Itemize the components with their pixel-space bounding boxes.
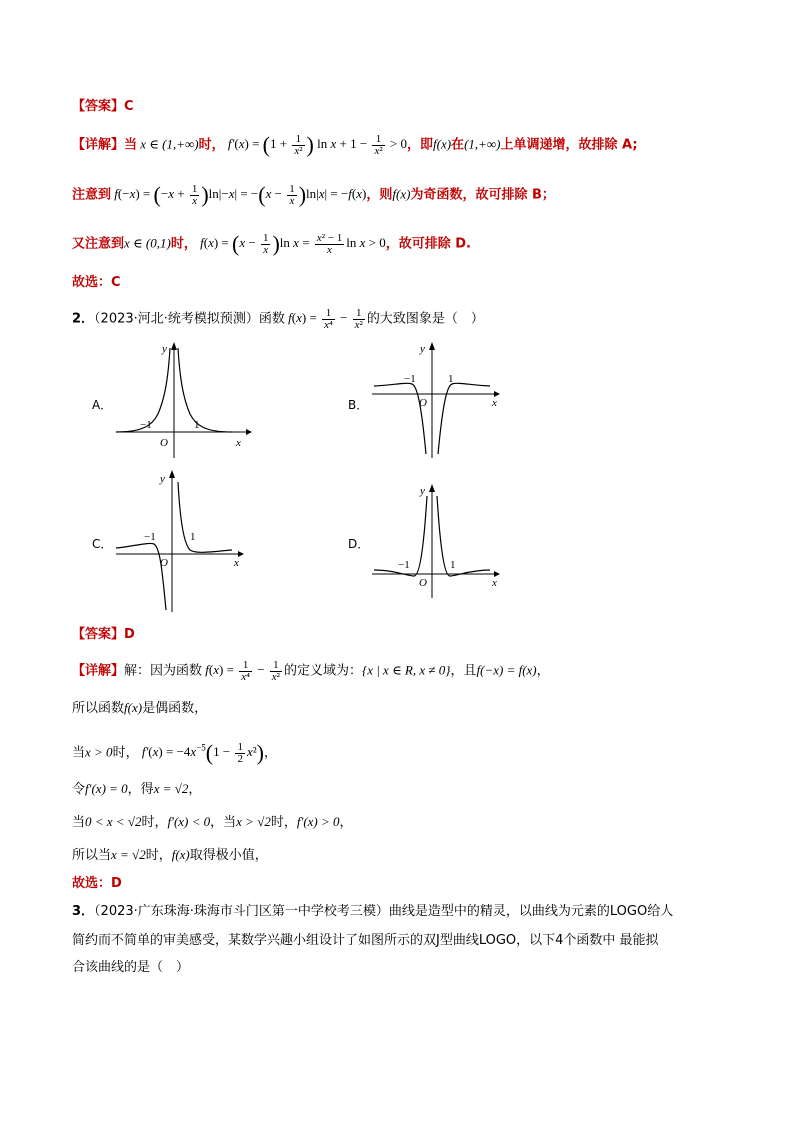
y-label: y	[420, 485, 425, 497]
q3-stem-line-2: 简约而不简单的审美感受，某数学兴趣小组设计了如图所示的双J型曲线LOGO，以下4个函数中 最能拟	[72, 933, 659, 948]
graph-option-a[interactable]	[112, 342, 252, 462]
y-label: y	[160, 473, 165, 485]
tick-neg1: −1	[140, 419, 152, 431]
tick-pos1: 1	[450, 559, 456, 571]
origin-label: O	[419, 397, 427, 409]
curve-right	[437, 496, 490, 576]
tick-neg1: −1	[398, 559, 410, 571]
graph-option-b[interactable]	[372, 342, 502, 462]
origin-label: O	[160, 557, 168, 569]
q3-stem-line-3: 合该曲线的是（ ）	[72, 960, 190, 975]
q1-answer-line	[72, 96, 734, 117]
math-derivative: $f'(x) = -4x^{-5}(1$ − $\frac{1}{2}$ x²)	[141, 740, 264, 766]
q2-choose: 故选：D	[72, 876, 122, 891]
question-number: 2．	[72, 311, 95, 327]
math-positive-check: f(x) = (x − $\frac{1}{x}$ )ln x = $\frac{\text{x² − 1}}{x}$ ln x > 0	[200, 231, 386, 257]
q2-detail-line-1: 【详解】解：因为函数 f(x) = $\frac{1}{\text{x⁴}}$ − $\frac{1}{\text{x²}}$ 的定义域为：{x | x ∈ R, x ≠ 0}，且f(−x) = f(x)，	[72, 659, 550, 683]
answer-tag: 【答案】	[72, 99, 125, 114]
tick-pos1: 1	[190, 531, 196, 543]
detail-tag: 【详解】	[72, 663, 125, 679]
curve-right	[178, 348, 232, 432]
x-label: x	[236, 437, 241, 449]
graph-option-c[interactable]	[112, 470, 252, 615]
q1-detail-line-2: 注意到 f(−x) = (−x + $\frac{1}{x}$ )ln|−x| = −(x − $\frac{1}{x}$ )ln|x| = −f(x)，则f(x)为奇函数，故可排除 B；	[72, 182, 555, 208]
option-a-label[interactable]: A．	[92, 398, 113, 412]
y-axis-arrow	[429, 342, 435, 350]
x-label: x	[492, 397, 497, 409]
answer-tag: 【答案】	[72, 627, 125, 642]
origin-label: O	[419, 577, 427, 589]
y-axis-arrow	[429, 484, 435, 492]
q2-answer-line	[72, 624, 734, 645]
question-number: 3．	[72, 904, 95, 919]
graph-option-d[interactable]	[372, 484, 502, 602]
math-function: f(x) = $\frac{1}{\text{x⁴}}$ − $\frac{1}{\text{x²}}$	[288, 307, 363, 331]
q2-detail-line-6: 所以当x = √2时，f(x)取得极小值，	[72, 847, 268, 863]
origin-label: O	[160, 437, 168, 449]
q1-detail-line-1: 【详解】当 x ∈ (1,+∞)时， f′(x) = (1 + $\frac{1}{\text{x²}}$ ) ln x + 1 − $\frac{1}{\text{x²}}$ > 0，即f(x)在(1,+∞)上单调递增，故排除 A;	[72, 132, 638, 158]
tick-pos1: 1	[194, 419, 200, 431]
answer-value: C	[124, 99, 134, 114]
x-label: x	[234, 557, 239, 569]
y-label: y	[162, 343, 167, 355]
q2-detail-line-5: 当0 < x < √2时，f′(x) < 0，当x > √2时，f′(x) > 0，	[72, 814, 353, 830]
detail-tag: 【详解】	[72, 137, 125, 153]
math-odd-check: f(−x) = (−x + $\frac{1}{x}$ )ln|−x| = −(x − $\frac{1}{x}$ )ln|x| = −f(x)	[114, 182, 367, 208]
option-c-label[interactable]: C．	[92, 537, 113, 551]
x-label: x	[492, 577, 497, 589]
q1-detail-line-3: 又注意到x ∈ (0,1)时， f(x) = (x − $\frac{1}{x}$ )ln x = $\frac{\text{x² − 1}}{x}$ ln x > 0，故可排除 D.	[72, 231, 471, 257]
y-axis-arrow	[171, 342, 177, 350]
x-axis-arrow	[246, 429, 252, 435]
curve-right	[178, 482, 232, 552]
x-axis-arrow	[238, 551, 244, 557]
math-derivative-expr: f′(x) = (1 + $\frac{1}{\text{x²}}$ ) ln x + 1 − $\frac{1}{\text{x²}}$ > 0	[227, 132, 407, 158]
math-condition: x ∈ (1,+∞)	[140, 136, 199, 152]
q2-stem: 2．（2023·河北·统考模拟预测）函数 f(x) = $\frac{1}{\text{x⁴}}$ − $\frac{1}{\text{x²}}$ 的大致图象是（ ）	[72, 307, 484, 331]
answer-value: D	[124, 627, 135, 642]
tick-neg1: −1	[144, 531, 156, 543]
q2-detail-line-4: 令f′(x) = 0，得x = √2，	[72, 781, 202, 797]
y-axis-arrow	[169, 470, 175, 478]
math-domain: {x | x ∈ R, x ≠ 0}	[362, 662, 451, 678]
tick-neg1: −1	[404, 373, 416, 385]
option-b-label[interactable]: B．	[348, 398, 369, 412]
option-d-label[interactable]: D．	[348, 537, 370, 551]
curve-left	[116, 543, 166, 610]
q2-detail-line-3: 当x > 0时， $f'(x) = -4x^{-5}(1$ − $\frac{1}{2}$ x²)，	[72, 740, 277, 766]
q2-detail-line-2: 所以函数f(x)是偶函数，	[72, 700, 208, 716]
q3-stem-line-1: 3．（2023·广东珠海·珠海市斗门区第一中学校考三模）曲线是造型中的精灵，以曲线为元素的LOGO给人	[72, 904, 674, 919]
math-function: f(x) = $\frac{1}{\text{x⁴}}$ − $\frac{1}{\text{x²}}$	[205, 659, 280, 683]
tick-pos1: 1	[448, 373, 454, 385]
q1-choose: 故选：C	[72, 275, 121, 290]
y-label: y	[420, 343, 425, 355]
